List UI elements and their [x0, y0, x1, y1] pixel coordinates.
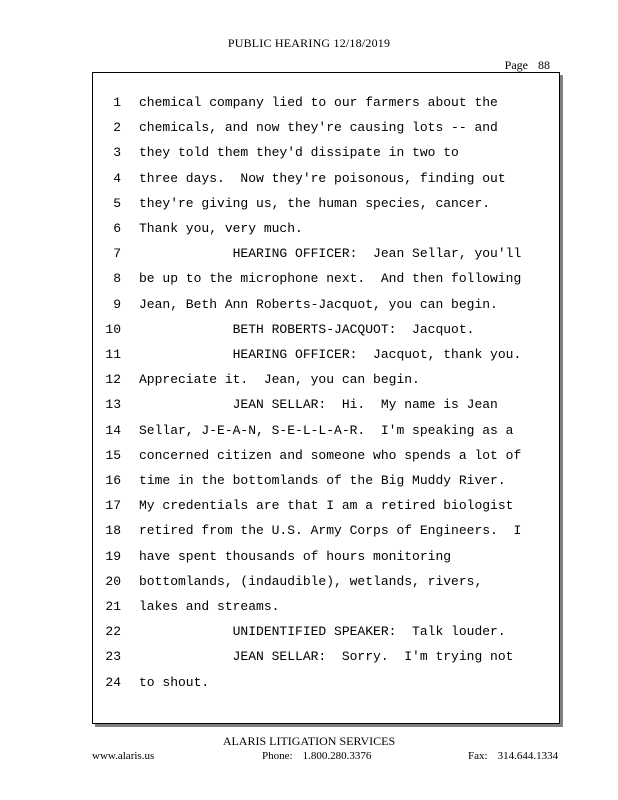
line-text: have spent thousands of hours monitoring: [139, 548, 452, 564]
line-number: 1: [113, 95, 121, 110]
line-text: Jean, Beth Ann Roberts-Jacquot, you can begin.: [139, 296, 498, 312]
line-number: 5: [113, 195, 121, 211]
line-text: bottomlands, (indaudible), wetlands, rivers,: [139, 573, 483, 589]
transcript-box: [92, 72, 560, 724]
line-number: 10: [105, 321, 121, 337]
line-text: be up to the microphone next. And then following: [139, 271, 522, 287]
line-text: time in the bottomlands of the Big Muddy River.: [139, 473, 506, 488]
line-number: 6: [113, 221, 121, 236]
line-number: 4: [113, 170, 121, 186]
line-text: HEARING OFFICER: Jean Sellar, you'll: [139, 246, 522, 262]
line-text: JEAN SELLAR: Hi. My name is Jean: [139, 397, 498, 413]
line-text: they told them they'd dissipate in two to: [139, 145, 459, 161]
line-text: HEARING OFFICER: Jacquot, thank you.: [139, 347, 522, 362]
line-text: My credentials are that I am a retired biologist: [139, 498, 514, 514]
line-text: Sellar, J-E-A-N, S-E-L-L-A-R. I'm speaking as a: [139, 422, 514, 438]
line-text: JEAN SELLAR: Sorry. I'm trying not: [139, 649, 514, 665]
line-text: Appreciate it. Jean, you can begin.: [139, 372, 420, 388]
line-text: chemicals, and now they're causing lots -- and: [139, 120, 498, 136]
line-number: 16: [105, 473, 121, 488]
line-number: 7: [113, 246, 121, 262]
footer-fax: [468, 750, 558, 762]
page-label: Page: [504, 58, 528, 72]
line-number: 11: [105, 347, 121, 362]
page-number: [505, 58, 550, 73]
phone-label: Phone:: [262, 750, 293, 762]
line-number: 21: [105, 599, 121, 614]
line-number: 17: [105, 498, 121, 514]
fax-label: Fax:: [468, 750, 488, 762]
line-text: to shout.: [139, 674, 210, 690]
footer-website: www.alaris.us: [92, 750, 155, 762]
line-number: 2: [113, 120, 121, 136]
phone-number: 1.800.280.3376: [302, 750, 372, 762]
line-text: Thank you, very much.: [139, 221, 303, 236]
page-header-title: PUBLIC HEARING 12/18/2019: [227, 36, 391, 50]
line-text: three days. Now they're poisonous, finding out: [139, 170, 506, 186]
line-number: 19: [105, 548, 121, 564]
line-number: 15: [105, 447, 121, 463]
footer-phone: [262, 750, 371, 762]
line-number: 9: [113, 296, 121, 312]
line-number: 18: [105, 523, 121, 539]
line-number: 12: [105, 372, 121, 388]
line-text: they're giving us, the human species, cancer.: [139, 195, 491, 211]
footer-company: ALARIS LITIGATION SERVICES: [222, 734, 396, 748]
line-text: chemical company lied to our farmers about the: [139, 95, 498, 110]
page-number-value: 88: [538, 58, 550, 72]
line-text: concerned citizen and someone who spends a lot of: [139, 447, 522, 463]
line-text: UNIDENTIFIED SPEAKER: Talk louder.: [139, 624, 506, 640]
fax-number: 314.644.1334: [497, 750, 559, 762]
line-number: 24: [105, 674, 121, 690]
line-text: lakes and streams.: [139, 599, 280, 614]
line-number: 3: [113, 145, 121, 161]
line-number: 23: [105, 649, 121, 665]
line-number: 20: [105, 573, 121, 589]
line-number: 13: [105, 397, 121, 413]
line-text: BETH ROBERTS-JACQUOT: Jacquot.: [139, 321, 475, 337]
line-number: 22: [105, 624, 121, 640]
line-number: 8: [113, 271, 121, 287]
line-text: retired from the U.S. Army Corps of Engineers. I: [139, 523, 522, 539]
line-number: 14: [105, 422, 121, 438]
